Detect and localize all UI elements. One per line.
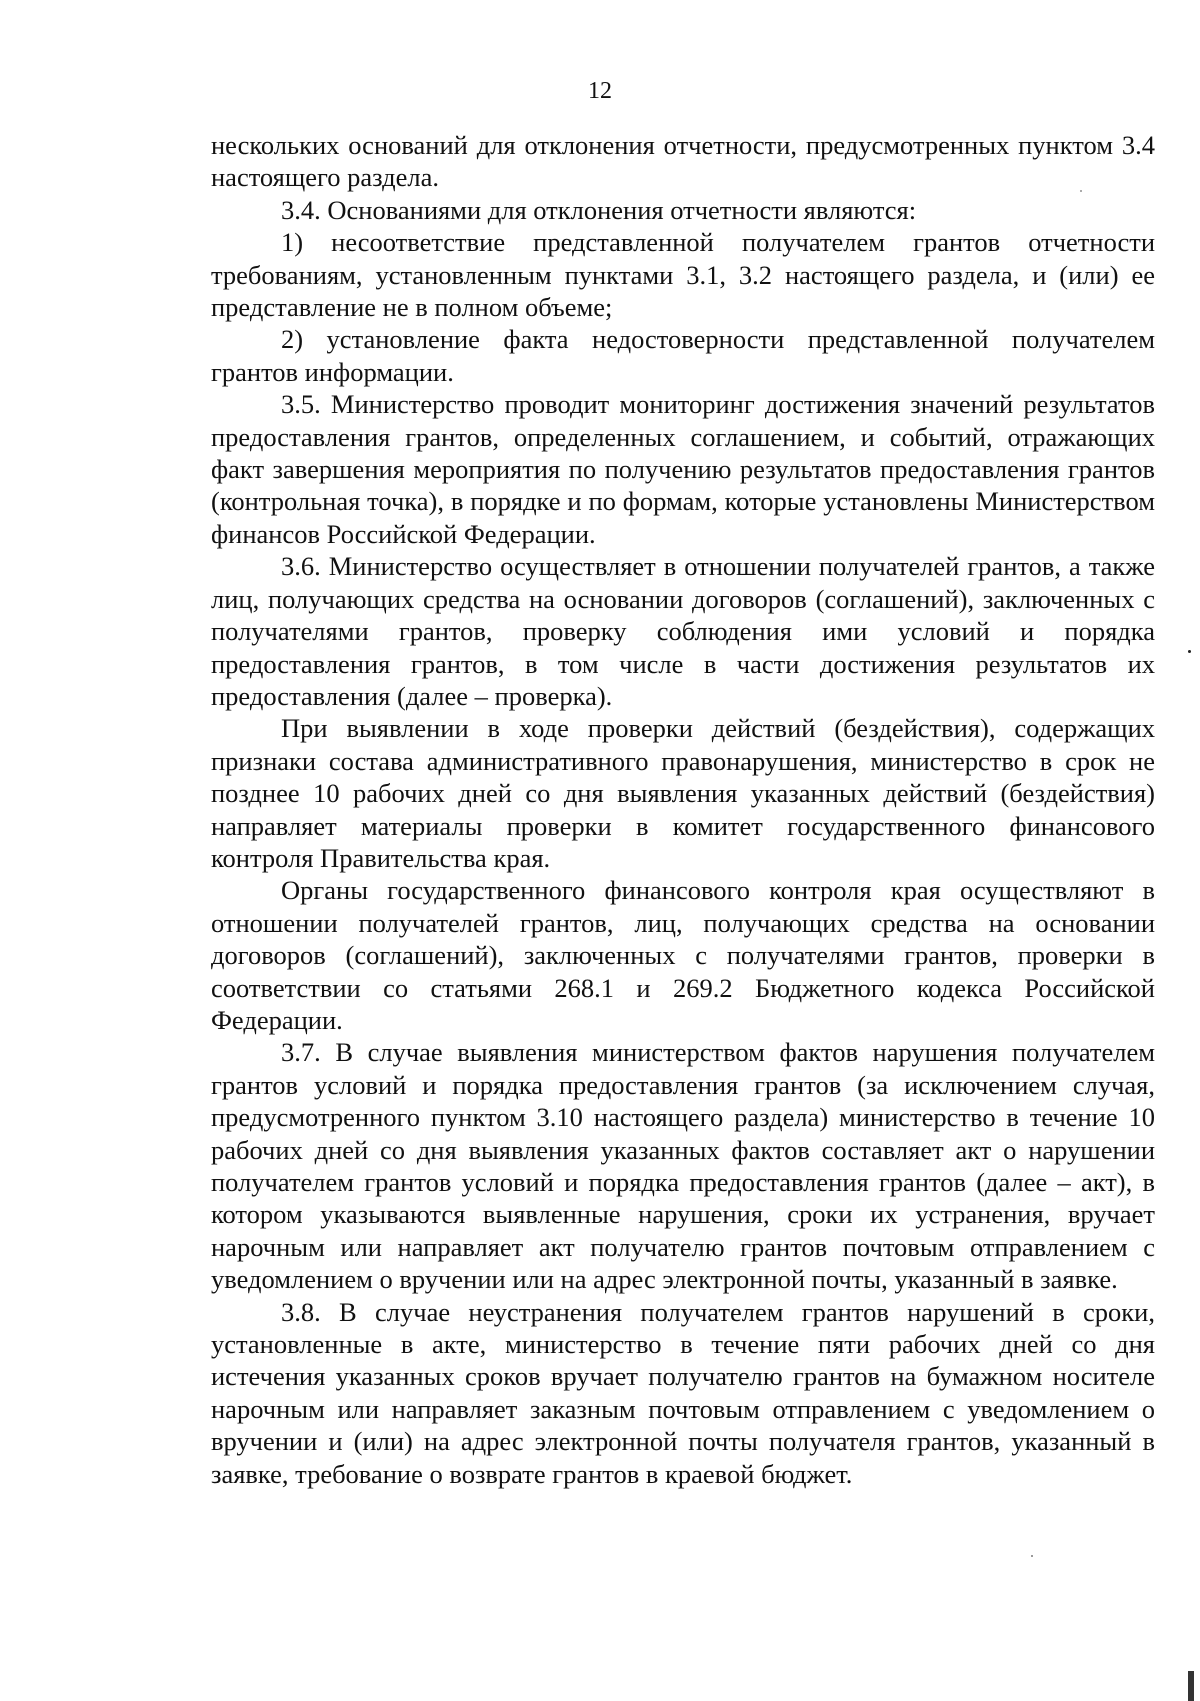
paragraph-3-8: 3.8. В случае неустранения получателем грантов нарушений в сроки, установленные в акте, министерство в течение пяти рабочих дней со дня истечения указанных сроков вручает получателю грантов на бумажном носителе нарочным или направляет заказным почтовым отправлением с уведомлением о вручении и (или) на адрес электронной почты получателя грантов, указанный в заявке, требование о возврате грантов в краевой бюджет. xyxy=(211,1296,1155,1489)
paragraph-3-4-item-1: 1) несоответствие представленной получателем грантов отчетности требованиям, установленным пунктами 3.1, 3.2 настоящего раздела, и (или) ее представление не в полном объеме; xyxy=(211,227,1155,323)
paragraph-3-4: 3.4. Основаниями для отклонения отчетности являются: xyxy=(281,194,917,225)
paragraph-3-7: 3.7. В случае выявления министерством фактов нарушения получателем грантов условий и порядка предоставления грантов (за исключением случая, предусмотренного пунктом 3.10 настоящего раздела) министерство в течение 10 рабочих дней со дня выявления указанных фактов составляет акт о нарушении получателем грантов условий и порядка предоставления грантов (далее – акт), в котором указываются выявленные нарушения, сроки их устранения, вручает нарочным или направляет акт получателю грантов почтовым отправлением с уведомлением о вручении или на адрес электронной почты, указанный в заявке. xyxy=(211,1037,1155,1295)
paragraph-3-4-item-2: 2) установление факта недостоверности представленной получателем грантов информации. xyxy=(211,324,1155,387)
scan-speck xyxy=(1188,650,1191,653)
paragraph-3-6-violations: При выявлении в ходе проверки действий (бездействия), содержащих признаки состава административного правонарушения, министерство в срок не позднее 10 рабочих дней со дня выявления указанных действий (бездействия) направляет материалы проверки в комитет государственного финансового контроля Правительства края. xyxy=(211,713,1155,873)
page-number: 12 xyxy=(588,78,612,104)
scan-speck xyxy=(1080,190,1082,192)
scan-edge-mark xyxy=(1188,1671,1194,1701)
paragraph-3-6-state-control: Органы государственного финансового контроля края осуществляют в отношении получателей грантов, лиц, получающих средства на основании договоров (соглашений), заключенных с получателями грантов, проверки в соответствии со статьями 268.1 и 269.2 Бюджетного кодекса Российской Федерации. xyxy=(211,875,1155,1035)
paragraph-continuation: нескольких оснований для отклонения отчетности, предусмотренных пунктом 3.4 настоящего раздела. xyxy=(211,130,1155,193)
document-body xyxy=(211,129,1155,1490)
paragraph-3-5: 3.5. Министерство проводит мониторинг достижения значений результатов предоставления грантов, определенных соглашением, и событий, отражающих факт завершения мероприятия по получению результатов предоставления грантов (контрольная точка), в порядке и по формам, которые установлены Министерством финансов Российской Федерации. xyxy=(211,389,1155,549)
scan-speck xyxy=(1031,1555,1033,1557)
paragraph-3-6: 3.6. Министерство осуществляет в отношении получателей грантов, а также лиц, получающих средства на основании договоров (соглашений), заключенных с получателями грантов, проверку соблюдения ими условий и порядка предоставления грантов, в том числе в части достижения результатов их предоставления (далее – проверка). xyxy=(211,551,1155,711)
